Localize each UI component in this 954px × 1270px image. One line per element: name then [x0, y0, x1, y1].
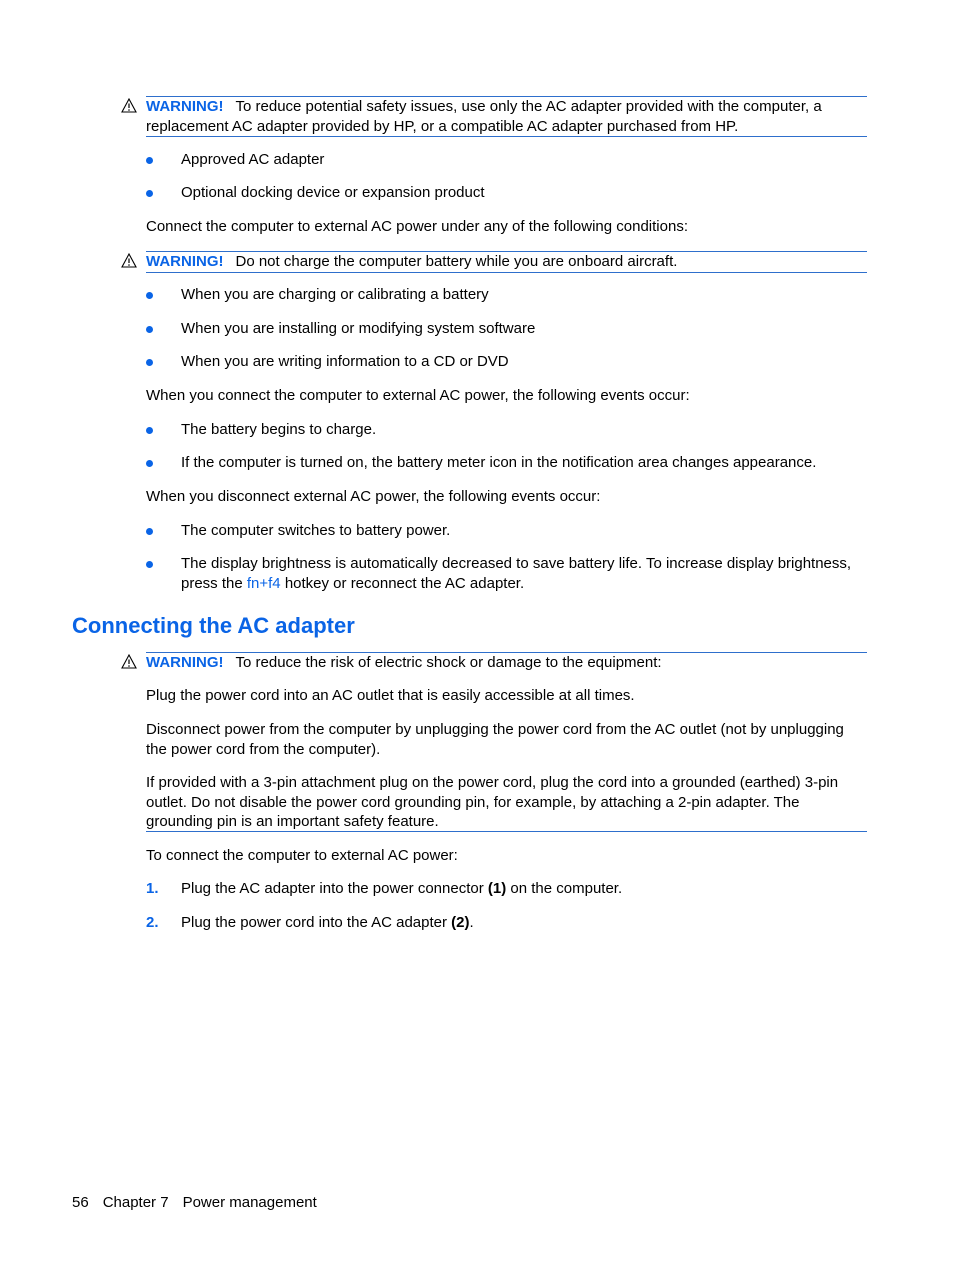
paragraph: When you connect the computer to external AC power, the following events occur: — [146, 387, 690, 404]
bullet-dot-icon — [146, 460, 153, 467]
bullet-dot-icon — [146, 427, 153, 434]
warning-paragraph: If provided with a 3-pin attachment plug on the power cord, plug the cord into a grounded (earthed) 3-pin outlet. Do not disable the power cord grounding pin, for example, by attaching a 2-pin adapter. The grounding pin is an important safety feature. — [146, 774, 839, 830]
list-item: When you are writing information to a CD or DVD — [146, 352, 868, 372]
list-item: The battery begins to charge. — [146, 420, 868, 440]
warning-triangle-icon — [121, 253, 137, 268]
list-item: When you are charging or calibrating a battery — [146, 285, 868, 305]
chapter-title: Power management — [182, 1194, 317, 1211]
step-item: 1. Plug the AC adapter into the power connector (1) on the computer. — [146, 880, 623, 897]
warning-label: WARNING! — [146, 98, 224, 115]
hotkey-text: fn+f4 — [246, 574, 281, 592]
warning-box — [146, 96, 867, 137]
bullet-dot-icon — [146, 157, 153, 164]
bullet-dot-icon — [146, 528, 153, 535]
page-footer — [72, 1193, 317, 1212]
warning-paragraph: Plug the power cord into an AC outlet that is easily accessible at all times. — [146, 687, 635, 704]
list-item: If the computer is turned on, the battery meter icon in the notification area changes appearance. — [146, 453, 868, 473]
step-item: 2. Plug the power cord into the AC adapter (2). — [146, 914, 474, 931]
bullet-dot-icon — [146, 292, 153, 299]
step-number: 2. — [146, 914, 159, 931]
step-number: 1. — [146, 880, 159, 897]
page-number: 56 — [72, 1194, 89, 1211]
warning-label: WARNING! — [146, 654, 224, 671]
list-item: Optional docking device or expansion product — [146, 183, 868, 203]
warning-paragraph: Disconnect power from the computer by unplugging the power cord from the AC outlet (not by unplugging the power cord from the computer). — [146, 721, 844, 758]
list-item: The display brightness is automatically decreased to save battery life. To increase display brightness, press the fn+f4 hotkey or reconnect the AC adapter. — [146, 554, 868, 593]
warning-text: To reduce potential safety issues, use only the AC adapter provided with the computer, a replacement AC adapter provided by HP, or a compatible AC adapter purchased from HP. — [146, 98, 822, 135]
warning-label: WARNING! — [146, 253, 224, 270]
bullet-dot-icon — [146, 561, 153, 568]
warning-text: To reduce the risk of electric shock or damage to the equipment: — [235, 654, 662, 671]
warning-text: Do not charge the computer battery while you are onboard aircraft. — [235, 253, 678, 270]
list-item: Approved AC adapter — [146, 150, 868, 170]
warning-box — [146, 251, 867, 273]
section-heading: Connecting the AC adapter — [72, 613, 355, 638]
callout-number: (2) — [451, 914, 470, 931]
paragraph: Connect the computer to external AC power under any of the following conditions: — [146, 218, 688, 235]
callout-number: (1) — [487, 880, 507, 897]
paragraph: To connect the computer to external AC power: — [146, 847, 458, 864]
bullet-dot-icon — [146, 190, 153, 197]
warning-triangle-icon — [121, 98, 137, 113]
list-item: When you are installing or modifying system software — [146, 319, 868, 339]
warning-triangle-icon — [121, 654, 137, 669]
chapter-label: Chapter 7 — [102, 1194, 169, 1211]
paragraph: When you disconnect external AC power, the following events occur: — [146, 488, 601, 505]
list-item: The computer switches to battery power. — [146, 521, 868, 541]
bullet-dot-icon — [146, 359, 153, 366]
bullet-dot-icon — [146, 326, 153, 333]
